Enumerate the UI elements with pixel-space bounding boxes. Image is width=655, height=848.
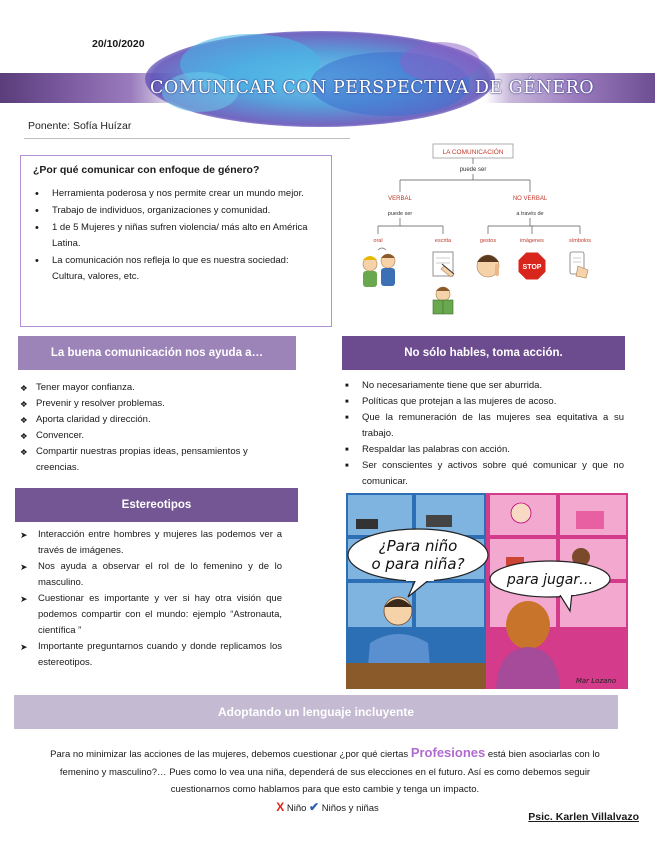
list-item: ❖ Compartir nuestras propias ideas, pensamientos y creencias. xyxy=(20,444,284,476)
page-title: COMUNICAR CON PERSPECTIVA DE GÉNERO xyxy=(150,78,595,98)
list-item: • Herramienta poderosa y nos permite crear un mundo mejor. xyxy=(33,186,321,202)
list-item: ❖ Aporta claridad y dirección. xyxy=(20,412,284,428)
highlight-professions: Profesiones xyxy=(410,745,486,760)
diagram-leaf-oral: oral xyxy=(373,238,383,244)
divider xyxy=(24,138,350,139)
take-action-header: No sólo hables, toma acción. xyxy=(342,336,625,370)
phone-hand-icon xyxy=(570,252,588,278)
diagram-leaf-gestos: gestos xyxy=(479,238,497,244)
inclusive-paragraph xyxy=(30,744,620,799)
list-item: ➤ Interacción entre hombres y mujeres las podemos ver a través de imágenes. xyxy=(20,527,282,559)
diagram-nonverbal-sub: a través de xyxy=(516,211,544,217)
communication-diagram xyxy=(358,142,618,320)
inclusive-language-header: Adoptando un lenguaje incluyente xyxy=(14,695,618,729)
list-item: ■ Políticas que protejan a las mujeres de acoso. xyxy=(344,394,624,410)
why-list xyxy=(33,186,321,285)
diagram-leaf-simbolos: símbolos xyxy=(568,238,592,244)
speaker: Ponente: Sofía Huízar xyxy=(28,120,132,132)
why-box xyxy=(20,155,332,327)
talking-people-icon xyxy=(363,248,395,287)
check-icon: ✔ xyxy=(309,800,320,814)
comic-bubble1-line1: ¿Para niño xyxy=(378,537,458,555)
option-bad-label: Niño xyxy=(286,803,307,814)
list-item: • 1 de 5 Mujeres y niñas sufren violencia/ más alto en América Latina. xyxy=(33,220,321,252)
stereotypes-list xyxy=(20,527,282,671)
list-item: • Trabajo de individuos, organizaciones y comunidad. xyxy=(33,203,321,219)
list-item: ❖ Tener mayor confianza. xyxy=(20,380,284,396)
reading-child-icon xyxy=(433,287,453,314)
comic-bubble2: para jugar… xyxy=(506,572,594,588)
x-icon: X xyxy=(276,800,285,814)
option-good-label: Niños y niñas xyxy=(321,803,379,814)
gesture-face-icon xyxy=(477,255,499,277)
list-item: ■ Ser conscientes y activos sobre qué comunicar y que no comunicar. xyxy=(344,458,624,490)
stop-sign-icon xyxy=(518,252,546,280)
comic-bubble1-line2: o para niña? xyxy=(371,555,465,573)
list-item: ➤ Nos ayuda a observar el rol de lo femenino y de lo masculino. xyxy=(20,559,282,591)
list-item: ➤ Cuestionar es importante y ver si hay otra visión que podemos compartir con el mundo: ejemplo “Astronauta, científica ” xyxy=(20,591,282,639)
diagram-leaf-escrita: escrita xyxy=(434,238,452,244)
list-item: ❖ Convencer. xyxy=(20,428,284,444)
author-signature: Psic. Karlen Villalvazo xyxy=(528,811,639,823)
list-item: • La comunicación nos refleja lo que es nuestra sociedad: Cultura, valores, etc. xyxy=(33,253,321,285)
list-item: ■ Respaldar las palabras con acción. xyxy=(344,442,624,458)
diagram-nonverbal: NO VERBAL xyxy=(512,196,548,202)
paragraph-text-after: está bien asociarlas con lo femenino y masculino?… Pues como lo vea una niña, dependerá de sus elecciones en el futuro. Así es como debemos seguir cuestionarnos como hablamos para que esto cambie y tenga un impacto. xyxy=(59,749,600,795)
diagram-leaf-imagenes: imágenes xyxy=(520,238,544,244)
good-communication-list xyxy=(20,380,284,476)
list-item: ■ Que la remuneración de las mujeres sea equitativa a su trabajo. xyxy=(344,410,624,442)
stereotypes-header: Estereotipos xyxy=(15,488,298,522)
list-item: ■ No necesariamente tiene que ser aburrida. xyxy=(344,378,624,394)
list-item: ❖ Prevenir y resolver problemas. xyxy=(20,396,284,412)
diagram-connector: puede ser xyxy=(459,167,487,173)
stop-sign-text: STOP xyxy=(522,264,542,271)
diagram-verbal: VERBAL xyxy=(388,196,412,202)
diagram-verbal-sub: puede ser xyxy=(387,211,413,217)
good-communication-header: La buena comunicación nos ayuda a… xyxy=(18,336,296,370)
comic-signature: Mar Lozano xyxy=(575,677,617,685)
why-heading: ¿Por qué comunicar con enfoque de género? xyxy=(33,164,260,176)
writing-hand-icon xyxy=(433,252,454,277)
paragraph-text-before: Para no minimizar las acciones de las mujeres, debemos cuestionar ¿por qué ciertas xyxy=(50,749,411,760)
diagram-root: LA COMUNICACIÓN xyxy=(442,149,504,156)
toy-store-comic xyxy=(346,493,628,689)
list-item: ➤ Importante preguntarnos cuando y donde replicamos los estereotipos. xyxy=(20,639,282,671)
take-action-list xyxy=(344,378,624,490)
date: 20/10/2020 xyxy=(92,38,145,50)
